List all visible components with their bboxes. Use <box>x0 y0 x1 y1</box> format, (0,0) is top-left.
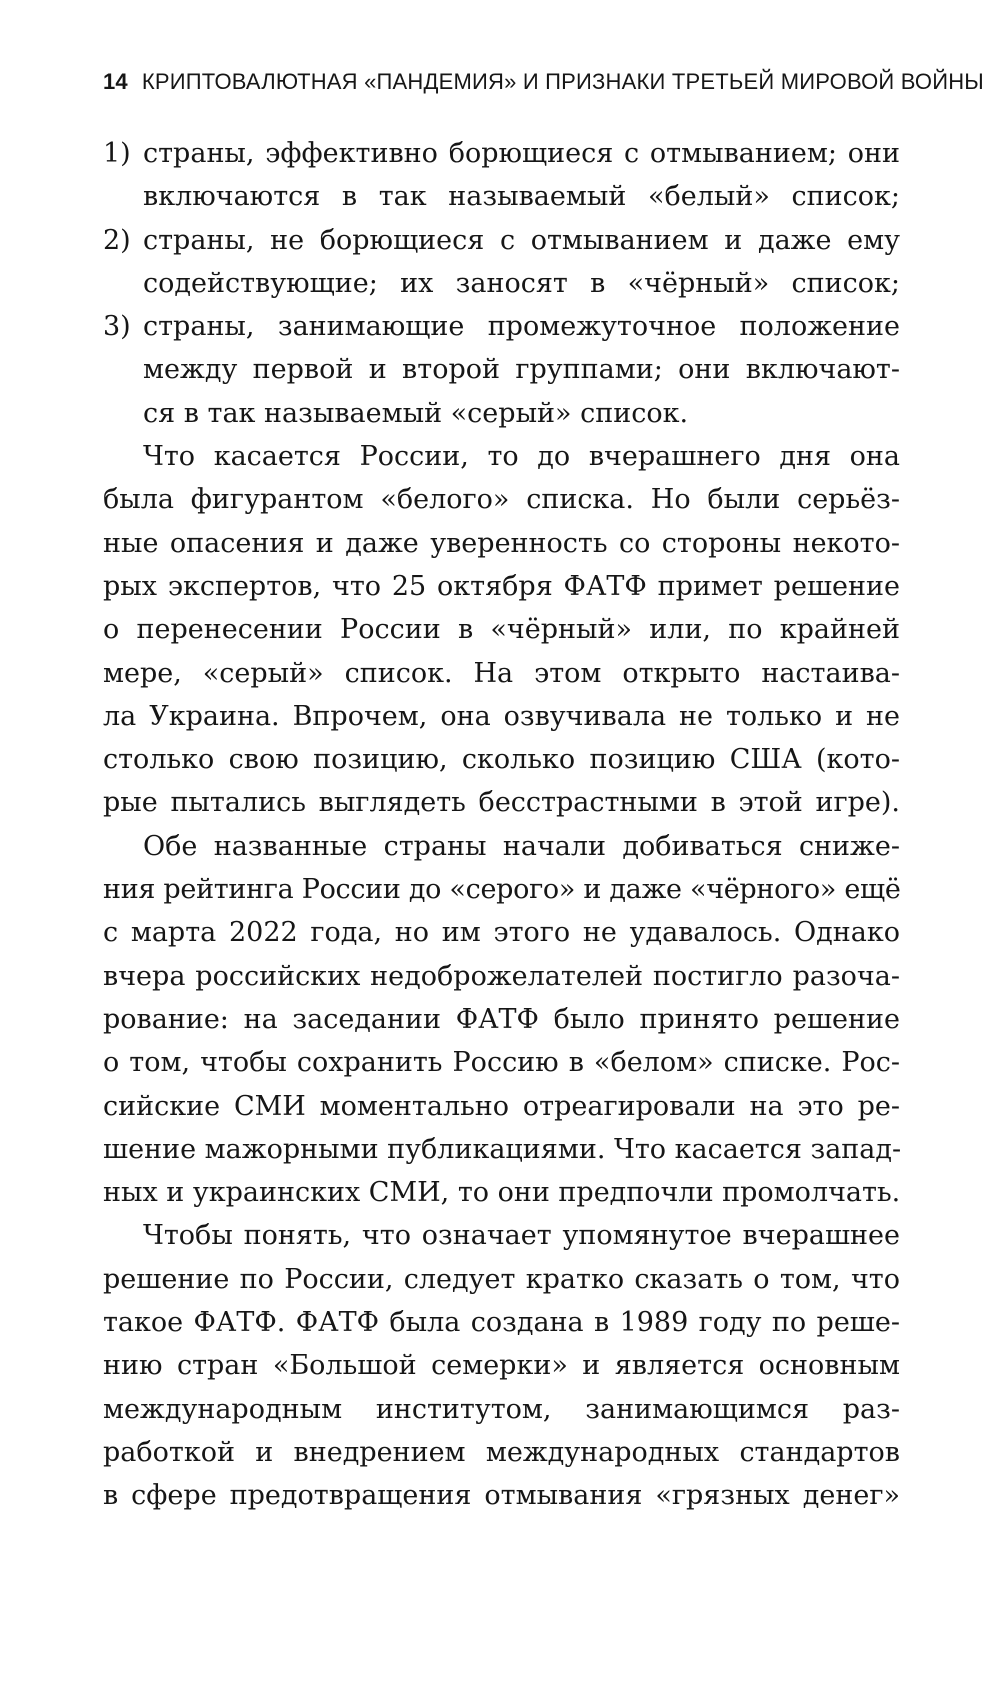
list-item-line: включаются в так называемый «белый» список; <box>143 181 900 213</box>
paragraph-line: в сфере предотвращения отмывания «грязных денег» <box>103 1480 900 1512</box>
paragraph-line: такое ФАТФ. ФАТФ была создана в 1989 году по реше- <box>103 1307 900 1339</box>
paragraph <box>103 1214 900 1517</box>
paragraph-line: была фигурантом «белого» списка. Но были серьёз- <box>103 484 900 516</box>
numbered-list <box>103 132 900 435</box>
list-item-number: 3) <box>103 311 131 343</box>
paragraph-line: сийские СМИ моментально отреагировали на это ре- <box>103 1090 900 1122</box>
list-item-text: страны, эффективно борющиеся с отмыванием; они <box>143 138 900 169</box>
page-body <box>103 132 900 1518</box>
list-item-number: 1) <box>103 138 131 169</box>
paragraph-line: ния рейтинга России до «серого» и даже «чёрного» ещё <box>103 874 901 906</box>
paragraph-line: Что касается России, то до вчерашнего дня она <box>143 441 900 473</box>
paragraph-line: решение по России, следует кратко сказать о том, что <box>103 1263 900 1295</box>
list-item-text: страны, не борющиеся с отмыванием и даже ему <box>143 224 900 256</box>
paragraph-line: международным институтом, занимающимся раз- <box>103 1393 900 1425</box>
list-item-line <box>103 219 900 262</box>
paragraph-line: рых экспертов, что 25 октября ФАТФ примет решение <box>103 570 900 602</box>
list-item-line <box>103 305 900 348</box>
paragraph-line: вчера российских недоброжелателей постигло разоча- <box>103 960 900 992</box>
paragraph-line: шение мажорными публикациями. Что касается запад- <box>103 1133 902 1165</box>
paragraph-line: работкой и внедрением международных стандартов <box>103 1436 900 1468</box>
running-title: КРИПТОВАЛЮТНАЯ «ПАНДЕМИЯ» И ПРИЗНАКИ ТРЕТЬЕЙ МИРОВОЙ ВОЙНЫ <box>141 69 984 94</box>
paragraph-line: рые пытались выглядеть бесстрастными в этой игре). <box>103 787 900 819</box>
list-item-line: ся в так называемый «серый» список. <box>143 397 689 429</box>
list-item-line <box>103 132 900 175</box>
paragraph-line: Чтобы понять, что означает упомянутое вчерашнее <box>143 1220 900 1252</box>
paragraph-line: мере, «серый» список. На этом открыто настаива- <box>103 657 900 689</box>
paragraph <box>103 825 900 1215</box>
page-number: 14 <box>103 69 128 94</box>
list-item-number: 2) <box>103 224 131 256</box>
running-header <box>103 64 984 100</box>
paragraph-line: столько свою позицию, сколько позицию США (кото- <box>103 744 900 776</box>
paragraph-line: о перенесении России в «чёрный» или, по крайней <box>103 614 900 646</box>
list-item-line: между первой и второй группами; они включают- <box>143 354 900 386</box>
paragraph-line: ла Украина. Впрочем, она озвучивала не только и не <box>103 700 900 732</box>
paragraph-line: ные опасения и даже уверенность со стороны некото- <box>103 527 900 559</box>
paragraph-line: с марта 2022 года, но им этого не удавалось. Однако <box>103 917 900 949</box>
paragraph-line: ных и украинских СМИ, то они предпочли промолчать. <box>103 1177 901 1209</box>
paragraph-line: нию стран «Большой семерки» и является основным <box>103 1350 900 1382</box>
list-item-line: содействующие; их заносят в «чёрный» список; <box>143 267 900 299</box>
paragraph-line: рование: на заседании ФАТФ было принято решение <box>103 1003 900 1035</box>
paragraph <box>103 435 900 825</box>
paragraph-line: о том, чтобы сохранить Россию в «белом» списке. Рос- <box>103 1047 900 1079</box>
list-item-text: страны, занимающие промежуточное положение <box>143 311 900 343</box>
paragraph-line: Обе названные страны начали добиваться сниже- <box>143 830 900 862</box>
